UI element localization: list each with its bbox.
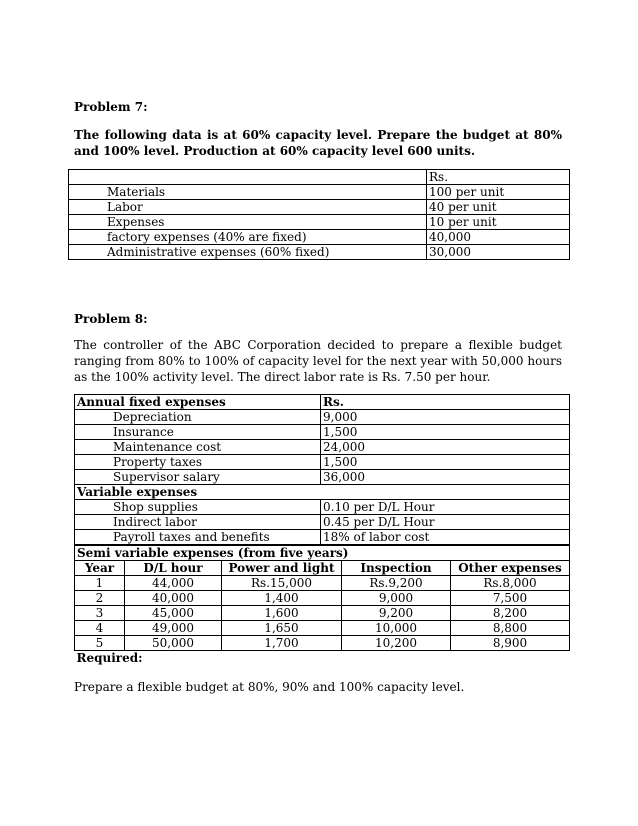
table-row	[75, 515, 570, 530]
table-row	[75, 591, 570, 606]
table-cell: 40,000	[125, 591, 222, 606]
variable-value: 18% of labor cost	[321, 530, 570, 545]
fixed-value: 1,500	[321, 425, 570, 440]
variable-item: Shop supplies	[75, 500, 321, 515]
table-cell: 5	[75, 636, 125, 651]
table-row	[69, 245, 570, 260]
fixed-item: Maintenance cost	[75, 440, 321, 455]
problem7-row-value: 30,000	[427, 245, 570, 260]
table-cell: 3	[75, 606, 125, 621]
table-row	[75, 500, 570, 515]
problem7-statement: The following data is at 60% capacity level. Prepare the budget at 80% and 100% level. Production at 60% capacity level 600 units.	[74, 128, 562, 158]
table-cell: 9,000	[342, 591, 451, 606]
table-row	[75, 395, 570, 410]
table-cell: 50,000	[125, 636, 222, 651]
table-cell: 7,500	[451, 591, 570, 606]
table-row	[75, 485, 570, 500]
table-row	[69, 200, 570, 215]
fixed-item: Property taxes	[75, 455, 321, 470]
table-row	[75, 546, 570, 561]
column-header-inspection: Inspection	[342, 561, 451, 576]
table-row	[75, 470, 570, 485]
problem7-title: Problem 7:	[74, 100, 148, 114]
table-cell: 8,800	[451, 621, 570, 636]
table-header-row	[75, 561, 570, 576]
fixed-item: Insurance	[75, 425, 321, 440]
table-cell: 8,200	[451, 606, 570, 621]
fixed-value-heading: Rs.	[321, 395, 570, 410]
problem7-header-item	[69, 170, 427, 185]
fixed-item: Supervisor salary	[75, 470, 321, 485]
table-row	[75, 576, 570, 591]
semi-heading: Semi variable expenses (from five years)	[75, 546, 570, 561]
table-cell: Rs.8,000	[451, 576, 570, 591]
table-row	[75, 621, 570, 636]
table-row	[69, 170, 570, 185]
fixed-item: Depreciation	[75, 410, 321, 425]
table-cell: Rs.15,000	[222, 576, 342, 591]
table-cell: 2	[75, 591, 125, 606]
variable-value: 0.10 per D/L Hour	[321, 500, 570, 515]
table-cell: 8,900	[451, 636, 570, 651]
fixed-value: 24,000	[321, 440, 570, 455]
variable-heading: Variable expenses	[75, 485, 570, 500]
table-cell: 1,700	[222, 636, 342, 651]
problem7-row-value: 100 per unit	[427, 185, 570, 200]
problem8-title: Problem 8:	[74, 312, 148, 326]
problem7-header-value: Rs.	[427, 170, 570, 185]
table-cell: Rs.9,200	[342, 576, 451, 591]
table-cell: 4	[75, 621, 125, 636]
table-cell: 10,200	[342, 636, 451, 651]
table-cell: 1,400	[222, 591, 342, 606]
table-cell: 1,650	[222, 621, 342, 636]
problem7-row-item: factory expenses (40% are fixed)	[69, 230, 427, 245]
required-text: Prepare a flexible budget at 80%, 90% and 100% capacity level.	[74, 680, 465, 694]
problem7-row-item: Administrative expenses (60% fixed)	[69, 245, 427, 260]
table-row	[75, 606, 570, 621]
problem7-table	[68, 169, 570, 260]
table-cell: 1	[75, 576, 125, 591]
problem7-row-value: 40 per unit	[427, 200, 570, 215]
table-row	[69, 230, 570, 245]
variable-item: Indirect labor	[75, 515, 321, 530]
table-row	[75, 636, 570, 651]
column-header-power-light: Power and light	[222, 561, 342, 576]
problem7-row-item: Labor	[69, 200, 427, 215]
problem7-row-value: 40,000	[427, 230, 570, 245]
required-label: Required:	[75, 651, 570, 666]
fixed-value: 1,500	[321, 455, 570, 470]
fixed-value: 9,000	[321, 410, 570, 425]
column-header-dl-hour: D/L hour	[125, 561, 222, 576]
table-row	[75, 651, 570, 666]
table-cell: 10,000	[342, 621, 451, 636]
semi-variable-table	[74, 545, 570, 665]
table-cell: 49,000	[125, 621, 222, 636]
table-row	[75, 410, 570, 425]
problem7-row-value: 10 per unit	[427, 215, 570, 230]
table-row	[75, 530, 570, 545]
table-row	[75, 425, 570, 440]
column-header-other-expenses: Other expenses	[451, 561, 570, 576]
variable-value: 0.45 per D/L Hour	[321, 515, 570, 530]
variable-item: Payroll taxes and benefits	[75, 530, 321, 545]
fixed-value: 36,000	[321, 470, 570, 485]
expenses-table	[74, 394, 570, 545]
fixed-heading: Annual fixed expenses	[75, 395, 321, 410]
table-cell: 45,000	[125, 606, 222, 621]
table-row	[75, 440, 570, 455]
table-cell: 9,200	[342, 606, 451, 621]
table-row	[69, 185, 570, 200]
problem8-statement: The controller of the ABC Corporation decided to prepare a flexible budget ranging from 80% to 100% of capacity level for the next year with 50,000 hours as the 100% activity level. The direct labor rate is Rs. 7.50 per hour.	[74, 338, 562, 384]
table-row	[75, 455, 570, 470]
problem7-row-item: Materials	[69, 185, 427, 200]
column-header-year: Year	[75, 561, 125, 576]
table-row	[69, 215, 570, 230]
table-cell: 44,000	[125, 576, 222, 591]
problem7-row-item: Expenses	[69, 215, 427, 230]
table-cell: 1,600	[222, 606, 342, 621]
